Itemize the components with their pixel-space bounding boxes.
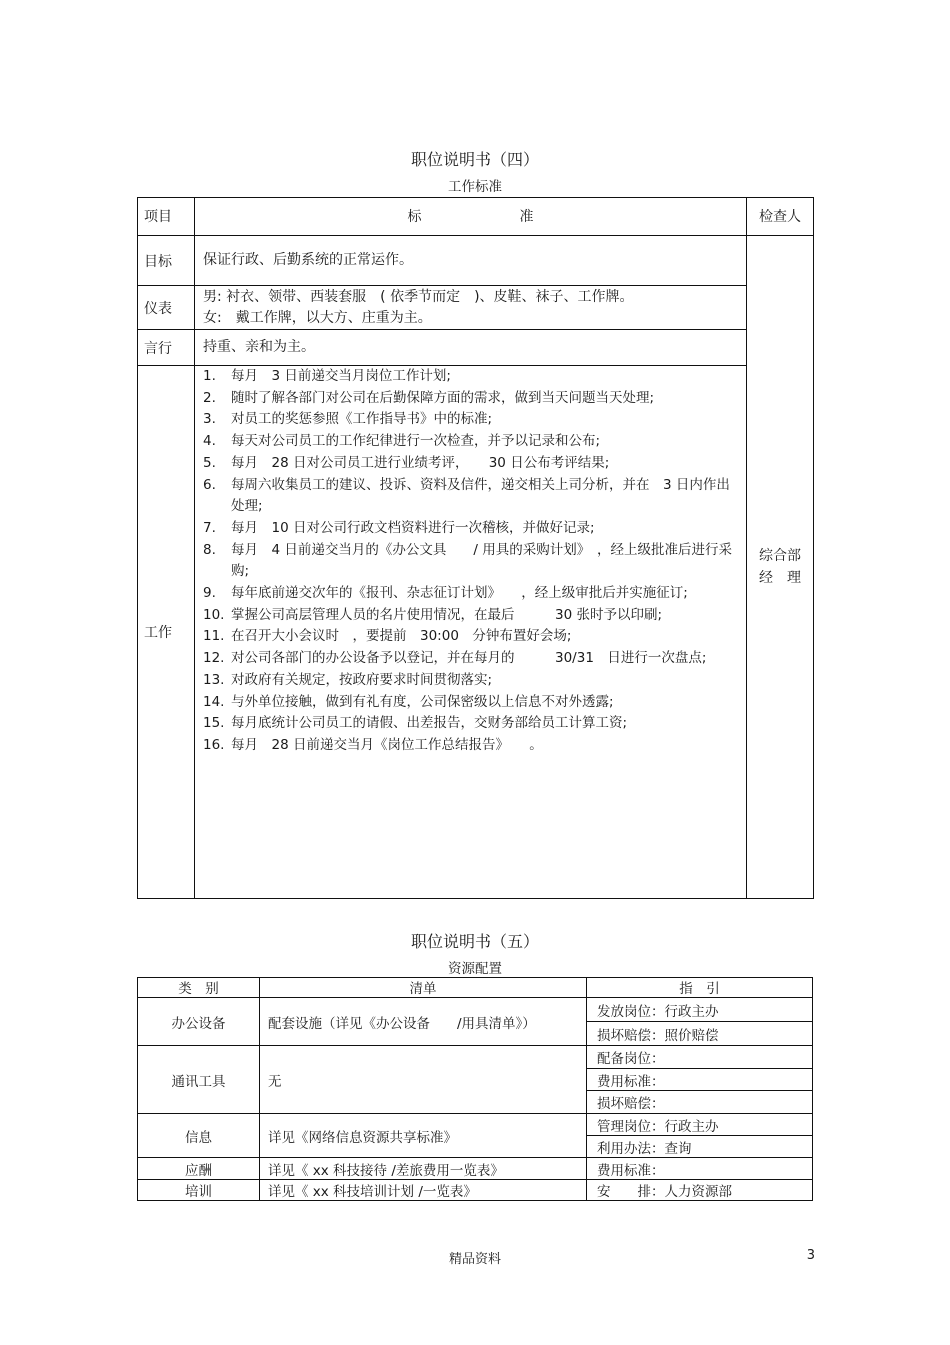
work-item <box>203 605 733 627</box>
category-entertainment: 应酬 <box>185 1162 212 1179</box>
work-item-number: 7. <box>203 519 216 536</box>
list-information: 详见《网络信息资源共享标准》 <box>268 1129 457 1146</box>
work-item-number: 16. <box>203 736 225 753</box>
header-item: 项目 <box>144 209 172 225</box>
work-item <box>203 670 733 692</box>
guide-item: 损坏赔偿： <box>597 1096 665 1112</box>
work-standard-table <box>137 197 814 899</box>
header-checker: 检查人 <box>759 209 801 225</box>
work-item <box>203 713 733 735</box>
header-guide: 指 引 <box>679 981 720 997</box>
category-communication: 通讯工具 <box>171 1073 226 1090</box>
work-item <box>203 409 733 431</box>
work-item <box>203 431 733 453</box>
guide-item: 配备岗位： <box>597 1051 665 1067</box>
category-office-equipment: 办公设备 <box>171 1015 226 1032</box>
work-item-text: 每月 3 日前递交当月岗位工作计划; <box>231 368 451 384</box>
guide-item: 发放岗位：行政主办 <box>597 1003 719 1020</box>
work-item <box>203 626 733 648</box>
work-item-number: 11. <box>203 628 225 645</box>
work-item-text: 与外单位接触，做到有礼有度，公司保密级以上信息不对外透露; <box>231 693 614 710</box>
section5-subtitle: 资源配置 <box>448 961 502 977</box>
work-item <box>203 518 733 540</box>
work-item-text: 每月 28 日对公司员工进行业绩考评， 30 日公布考评结果; <box>231 454 610 471</box>
work-item-text: 对员工的奖惩参照《工作指导书》中的标准; <box>231 411 493 428</box>
list-communication: 无 <box>268 1073 282 1090</box>
work-item <box>203 366 733 388</box>
work-item-text: 掌握公司高层管理人员的名片使用情况，在最后 30 张时予以印刷; <box>231 606 663 623</box>
work-item-text: 对政府有关规定，按政府要求时间贯彻落实; <box>231 671 493 688</box>
work-item-text: 每月 10 日对公司行政文档资料进行一次稽核，并做好记录; <box>231 519 595 536</box>
category-training: 培训 <box>185 1184 212 1200</box>
guide-item: 利用办法：查询 <box>597 1140 692 1157</box>
list-entertainment: 详见《 xx 科技接待 /差旅费用一览表》 <box>268 1162 504 1179</box>
work-items-list <box>203 366 733 757</box>
work-item-number: 13. <box>203 671 225 688</box>
work-item-number: 14. <box>203 693 225 710</box>
work-item-number: 10. <box>203 606 225 623</box>
row-conduct-label: 言行 <box>144 340 172 357</box>
work-item-text: 每月底统计公司员工的请假、出差报告，交财务部给员工计算工资; <box>231 715 628 732</box>
checker-value: 综合部 经 理 <box>759 548 801 586</box>
work-item <box>203 453 733 475</box>
work-item-number: 2. <box>203 389 216 406</box>
resource-table <box>137 977 813 1201</box>
work-item-number: 1. <box>203 368 216 384</box>
list-training: 详见《 xx 科技培训计划 /一览表》 <box>268 1184 477 1200</box>
work-item-text: 在召开大小会议时 ，要提前 30:00 分钟布置好会场; <box>231 628 572 645</box>
work-item-text: 每周六收集员工的建议、投诉、资料及信件，递交相关上司分析，并在 3 日内作出处理; <box>231 476 730 515</box>
guide-item: 安 排：人力资源部 <box>597 1184 732 1200</box>
work-item-number: 4. <box>203 433 216 450</box>
work-item-number: 12. <box>203 650 225 667</box>
footer-text: 精品资料 <box>448 1252 501 1267</box>
section4-subtitle: 工作标准 <box>448 179 502 195</box>
list-office-equipment: 配套设施（详见《办公设备 /用具清单》） <box>268 1015 536 1032</box>
work-item-number: 8. <box>203 541 216 558</box>
work-item <box>203 540 733 583</box>
work-item <box>203 735 733 757</box>
row-appearance-text: 男: 衬衣、领带、西装套服 ( 依季节而定 )、皮鞋、袜子、工作牌。 女: 戴工作牌，以大方、庄重为主。 <box>203 288 634 326</box>
work-item-text: 随时了解各部门对公司在后勤保障方面的需求，做到当天问题当天处理; <box>231 389 655 406</box>
category-information: 信息 <box>185 1129 212 1146</box>
guide-item: 损坏赔偿：照价赔偿 <box>597 1027 719 1044</box>
header-standard: 标 准 <box>407 209 534 225</box>
work-item-text: 对公司各部门的办公设备予以登记，并在每月的 30/31 日进行一次盘点; <box>231 650 707 667</box>
section4-title: 职位说明书（四） <box>410 150 539 169</box>
row-conduct-text: 持重、亲和为主。 <box>203 339 315 355</box>
work-item <box>203 648 733 670</box>
work-item <box>203 475 733 518</box>
work-item-text: 每年底前递交次年的《报刊、杂志征订计划》 ，经上级审批后并实施征订; <box>231 585 688 602</box>
work-item-text: 每月 28 日前递交当月《岗位工作总结报告》 。 <box>231 736 543 753</box>
row-goal-text: 保证行政、后勤系统的正常运作。 <box>203 252 413 268</box>
row-appearance-label: 仪表 <box>144 300 172 317</box>
work-item <box>203 692 733 714</box>
work-item-text: 每月 4 日前递交当月的《办公文具 / 用具的采购计划》 ，经上级批准后进行采购; <box>231 541 732 580</box>
row-work-label: 工作 <box>144 625 172 641</box>
work-item-number: 15. <box>203 715 225 732</box>
guide-item: 费用标准： <box>597 1073 665 1090</box>
section5-title: 职位说明书（五） <box>410 932 539 951</box>
work-item <box>203 583 733 605</box>
guide-item: 费用标准： <box>597 1162 665 1179</box>
row-goal-label: 目标 <box>144 253 172 270</box>
guide-item: 管理岗位：行政主办 <box>597 1118 719 1135</box>
work-item-number: 6. <box>203 476 216 493</box>
work-item-number: 3. <box>203 411 216 428</box>
work-item-text: 每天对公司员工的工作纪律进行一次检查，并予以记录和公布; <box>231 433 601 450</box>
header-list: 清单 <box>409 981 437 997</box>
work-item-number: 9. <box>203 585 216 602</box>
page-number: 3 <box>806 1248 815 1263</box>
header-category: 类 别 <box>178 981 219 997</box>
work-item-number: 5. <box>203 454 216 471</box>
work-item <box>203 388 733 410</box>
